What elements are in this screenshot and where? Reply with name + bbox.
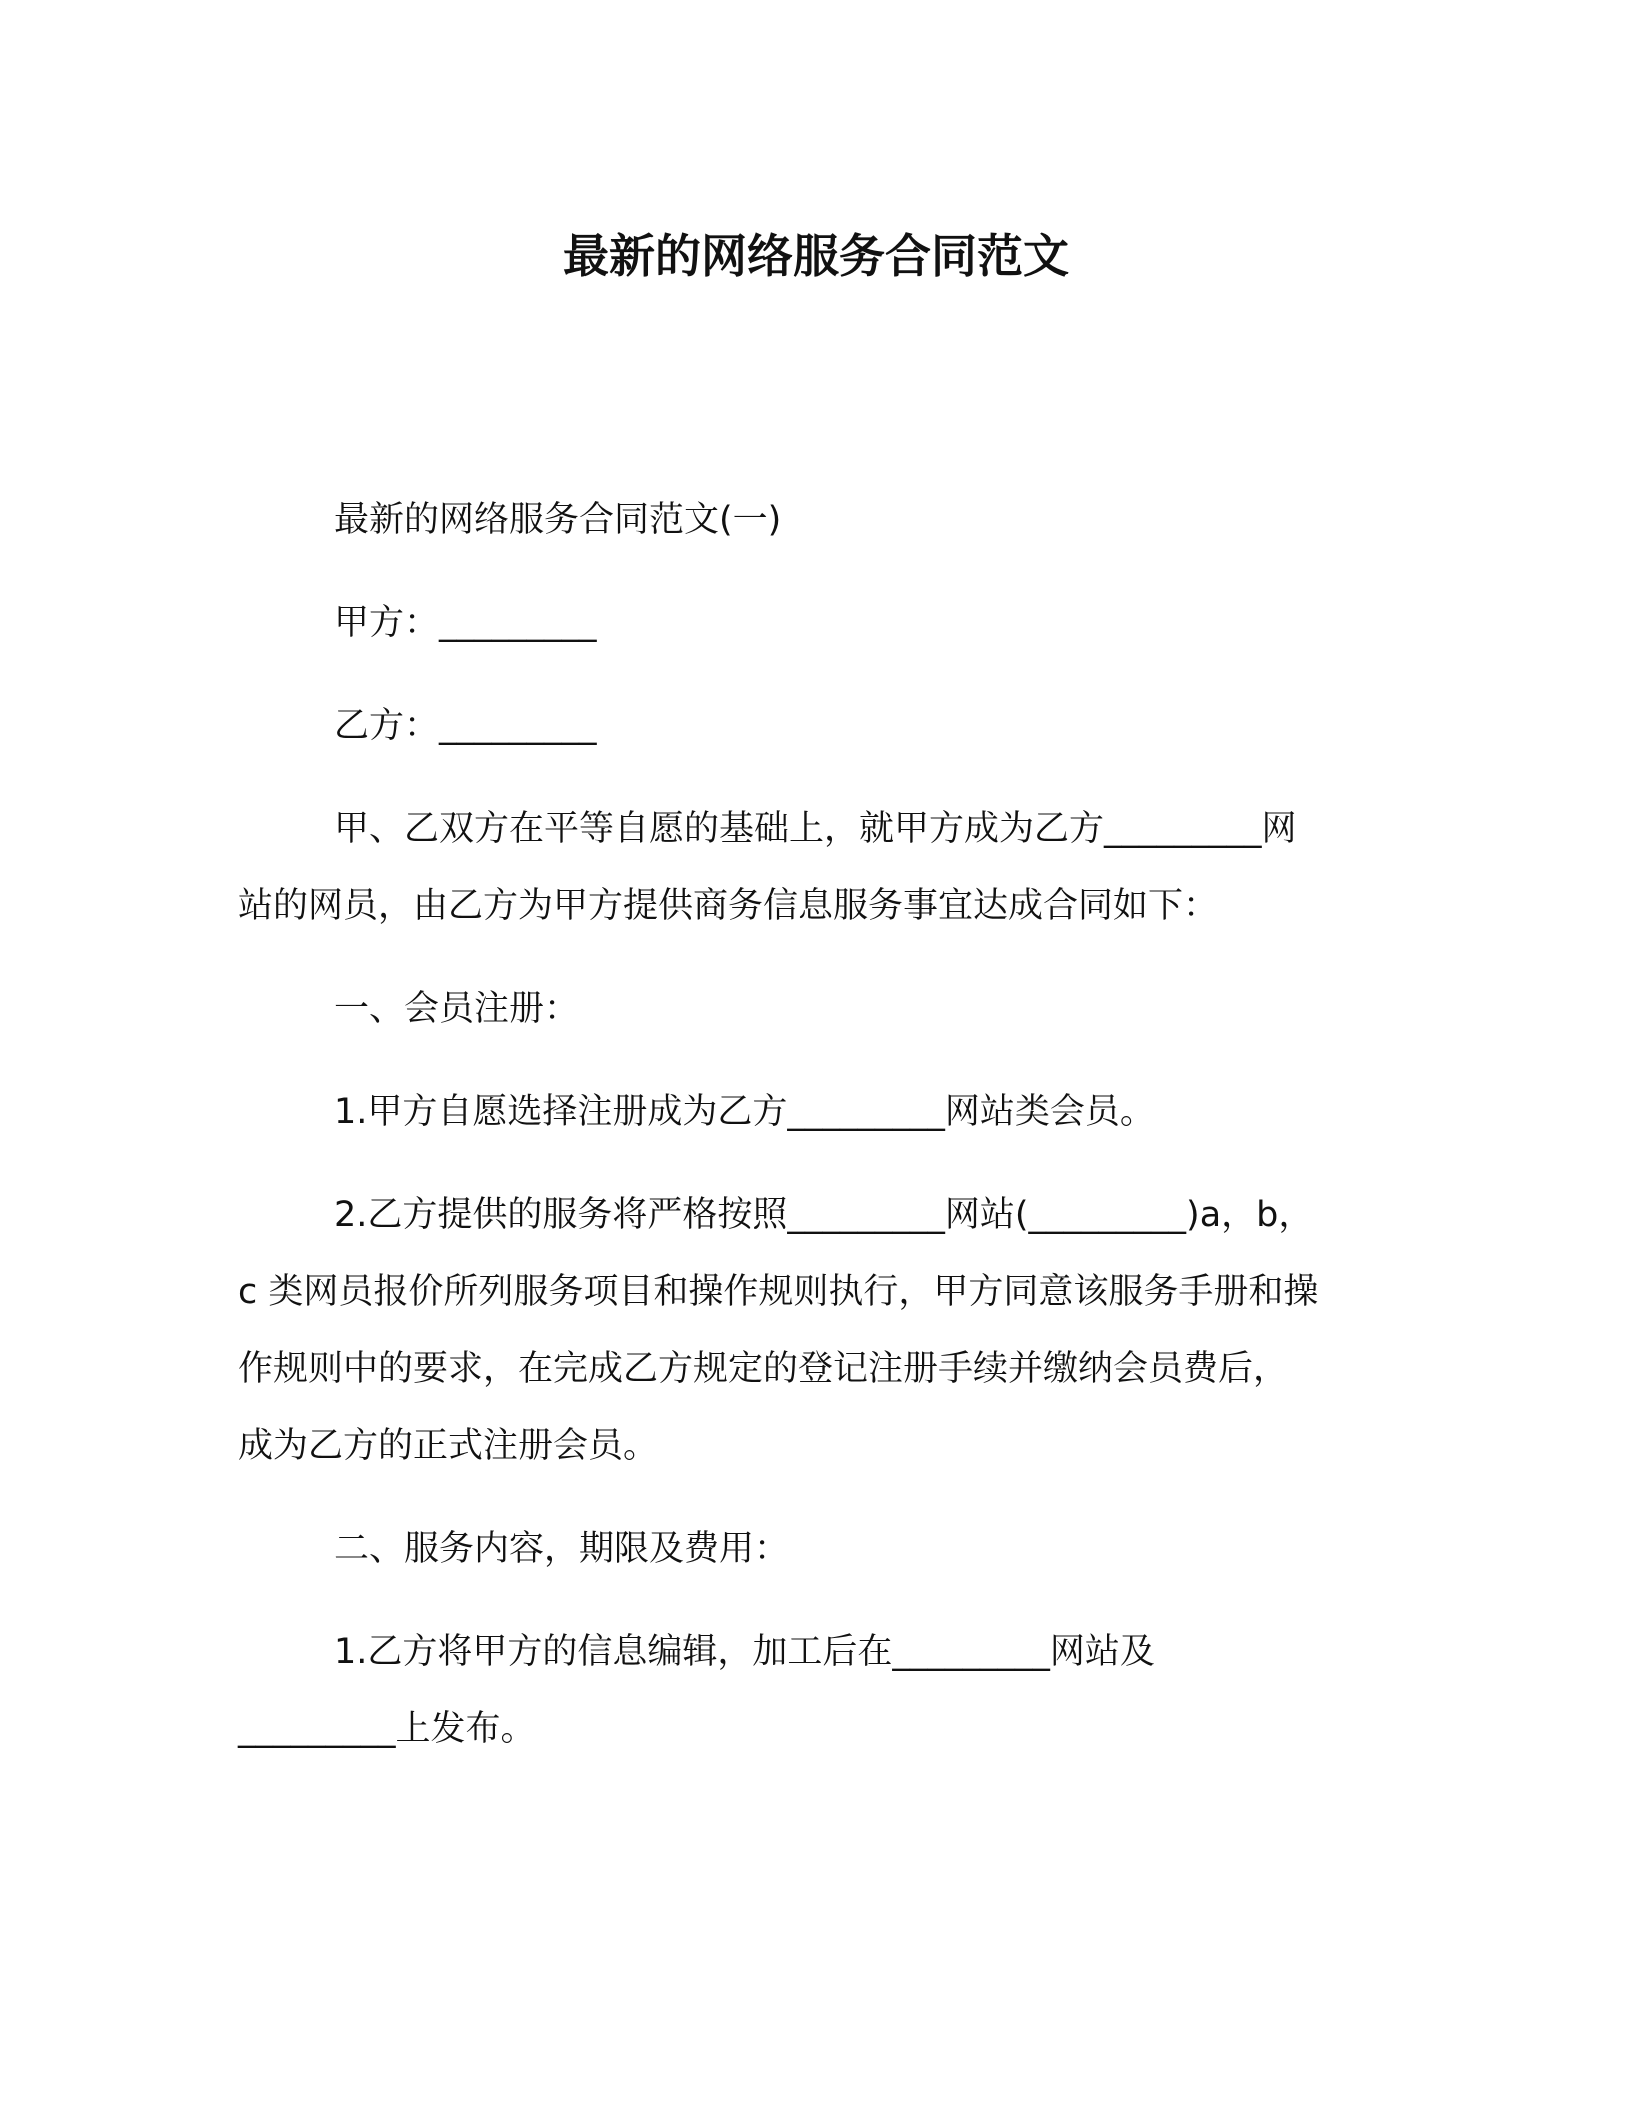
- section-1-heading: 一、会员注册：: [334, 989, 580, 1029]
- party-b-line: 乙方：_________: [334, 706, 597, 746]
- party-a-line: 甲方：_________: [334, 603, 597, 643]
- section-1-item-2-line-1: 2.乙方提供的服务将严格按照_________网站(_________)a，b，: [334, 1195, 1314, 1235]
- section-2-heading: 二、服务内容，期限及费用：: [334, 1529, 790, 1569]
- section-1-item-2-line-4: 成为乙方的正式注册会员。: [238, 1426, 659, 1466]
- section-2-item-1-line-2: _________上发布。: [238, 1709, 536, 1749]
- document-title: 最新的网络服务合同范文: [563, 229, 1069, 283]
- section-2-item-1-line-1: 1.乙方将甲方的信息编辑，加工后在_________网站及: [334, 1632, 1155, 1672]
- intro-paragraph-line-2: 站的网员，由乙方为甲方提供商务信息服务事宜达成合同如下：: [238, 886, 1219, 926]
- section-1-item-2-line-3: 作规则中的要求，在完成乙方规定的登记注册手续并缴纳会员费后，: [238, 1349, 1289, 1389]
- section-1-item-2-line-2: c 类网员报价所列服务项目和操作规则执行，甲方同意该服务手册和操: [238, 1272, 1319, 1312]
- section-1-item-1: 1.甲方自愿选择注册成为乙方_________网站类会员。: [334, 1092, 1155, 1132]
- contract-subtitle: 最新的网络服务合同范文(一): [334, 500, 782, 540]
- intro-paragraph-line-1: 甲、乙双方在平等自愿的基础上，就甲方成为乙方_________网: [334, 809, 1297, 849]
